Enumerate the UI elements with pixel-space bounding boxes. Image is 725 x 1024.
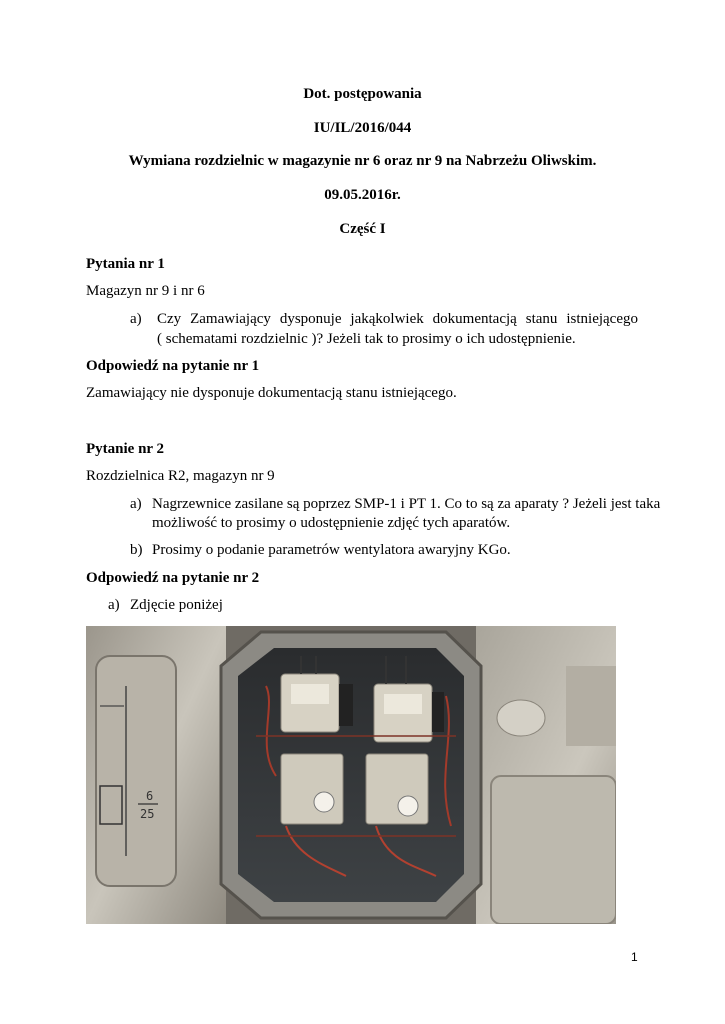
question-1-context: Magazyn nr 9 i nr 6 bbox=[86, 283, 205, 299]
reference-line: Dot. postępowania bbox=[303, 86, 422, 102]
document-title: Wymiana rozdzielnic w magazynie nr 6 oraz nr 9 na Nabrzeżu Oliwskim. bbox=[128, 153, 597, 169]
page-number: 1 bbox=[631, 950, 638, 964]
question-2-item-a-line2: możliwość to prosimy o udostępnienie zdjęć tych aparatów. bbox=[152, 515, 511, 531]
answer-1-text: Zamawiający nie dysponuje dokumentacją stanu istniejącego. bbox=[86, 385, 457, 401]
question-2-heading: Pytanie nr 2 bbox=[86, 441, 165, 457]
question-2-item-a-line1: Nagrzewnice zasilane są poprzez SMP-1 i PT 1. Co to są za aparaty ? Jeżeli jest taka bbox=[152, 496, 661, 512]
part-heading: Część I bbox=[339, 221, 386, 237]
question-1-heading: Pytania nr 1 bbox=[86, 256, 165, 272]
answer-2-item-a-text: Zdjęcie poniżej bbox=[130, 597, 223, 613]
answer-1-heading: Odpowiedź na pytanie nr 1 bbox=[86, 358, 260, 374]
photo-label-top: 6 bbox=[146, 789, 154, 803]
question-2-item-b-marker: b) bbox=[130, 542, 143, 558]
answer-2-item-a-marker: a) bbox=[108, 597, 120, 613]
question-2-context: Rozdzielnica R2, magazyn nr 9 bbox=[86, 468, 275, 484]
question-1-item-a-marker: a) bbox=[130, 311, 142, 327]
question-1-item-a-line2: ( schematami rozdzielnic )? Jeżeli tak to prosimy o ich udostępnienie. bbox=[157, 331, 576, 347]
document-date: 09.05.2016r. bbox=[324, 187, 401, 203]
switchgear-photo bbox=[86, 626, 616, 924]
answer-2-heading: Odpowiedź na pytanie nr 2 bbox=[86, 570, 260, 586]
question-1-item-a-line1: Czy Zamawiający dysponuje jakąkolwiek dokumentacją stanu istniejącego bbox=[157, 311, 638, 327]
question-2-item-a-marker: a) bbox=[130, 496, 142, 512]
question-2-item-b-line1: Prosimy o podanie parametrów wentylatora awaryjny KGo. bbox=[152, 542, 511, 558]
photo-label-bottom: 25 bbox=[140, 807, 155, 821]
case-number: IU/IL/2016/044 bbox=[313, 120, 412, 136]
